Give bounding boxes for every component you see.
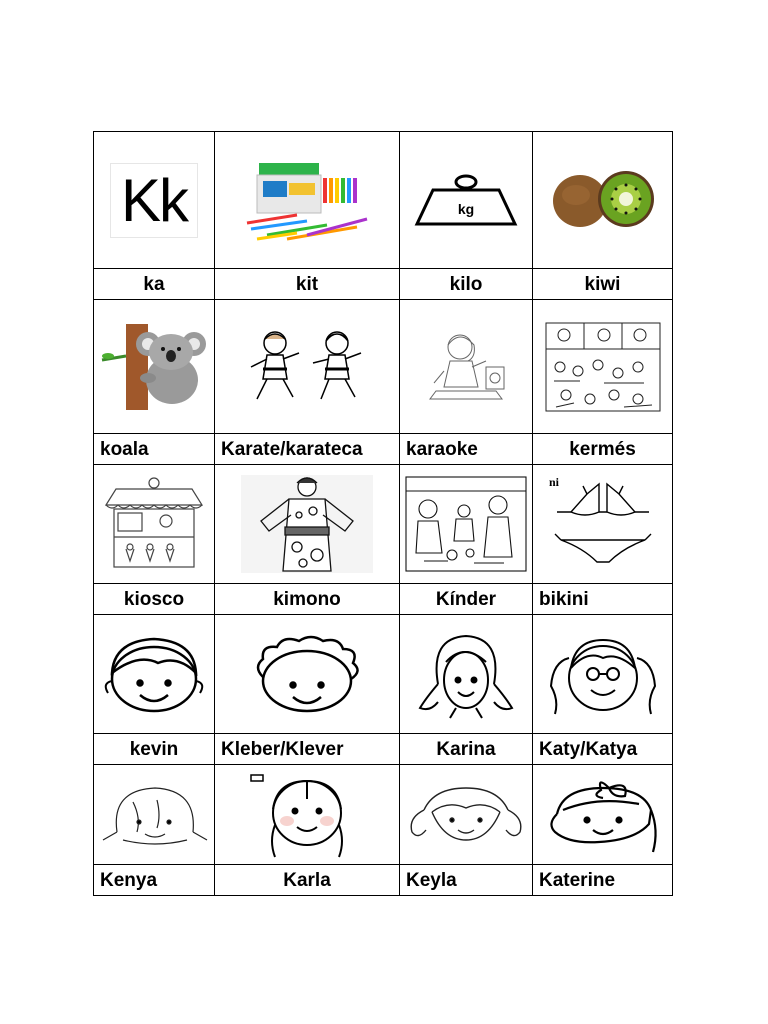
boy-kevin-face [98, 633, 210, 715]
word-label: karaoke [406, 438, 478, 460]
word-label: Karla [283, 869, 331, 891]
kinder-image [404, 475, 528, 573]
label-cell [533, 434, 673, 465]
kilo-weight-label: kg [457, 201, 475, 217]
cell-keyla [400, 765, 533, 865]
cell-karla [215, 765, 400, 865]
label-cell [533, 734, 673, 765]
word-label: Katy/Katya [539, 738, 638, 760]
girl-katerine-face [539, 774, 667, 856]
word-label: Katerine [539, 869, 616, 891]
marker-kit-image [237, 153, 377, 248]
label-cell [94, 734, 215, 765]
label-cell [215, 269, 400, 300]
cell-katerine [533, 765, 673, 865]
cell-bikini [533, 465, 673, 584]
girl-karina-face [416, 628, 516, 720]
cell-katy [533, 615, 673, 734]
word-label: kiosco [123, 588, 185, 610]
girl-keyla-face [404, 782, 528, 848]
cell-kenya [94, 765, 215, 865]
word-label: Kleber/Klever [221, 738, 344, 760]
cell-kit [215, 132, 400, 269]
label-cell [215, 434, 400, 465]
karaoke-image [416, 327, 516, 407]
weight-kilo-image [411, 170, 521, 230]
cell-karaoke [400, 300, 533, 434]
cell-letter [94, 132, 215, 269]
kermes-image [544, 321, 662, 413]
cell-kiosco [94, 465, 215, 584]
label-cell [94, 584, 215, 615]
word-label: bikini [539, 588, 589, 610]
label-cell [400, 734, 533, 765]
word-label: kimono [273, 588, 341, 610]
label-cell [400, 865, 533, 896]
cell-kinder [400, 465, 533, 584]
cell-kimono [215, 465, 400, 584]
kimono-image [241, 475, 373, 573]
word-label: Karate/karateca [221, 438, 363, 460]
label-cell [533, 584, 673, 615]
word-label: kit [295, 273, 319, 295]
girl-katy-face [545, 628, 661, 720]
label-cell [215, 865, 400, 896]
kiosco-image [102, 477, 206, 571]
label-cell [400, 434, 533, 465]
cell-kermes [533, 300, 673, 434]
label-cell [533, 269, 673, 300]
word-label: ka [143, 273, 165, 295]
word-label: Karina [436, 738, 496, 760]
vocabulary-grid [93, 131, 673, 896]
word-label: koala [100, 438, 149, 460]
label-cell [94, 434, 215, 465]
label-cell [533, 865, 673, 896]
boy-kleber-face [245, 633, 369, 715]
girl-karla-face [247, 769, 367, 861]
letter-kk: Kk [110, 163, 198, 238]
bikini-text-fragment: ni [549, 475, 560, 489]
girl-kenya-face [97, 782, 211, 848]
word-label: kilo [449, 273, 483, 295]
word-label: kiwi [584, 273, 621, 295]
cell-koala [94, 300, 215, 434]
koala-image [98, 322, 210, 412]
word-label: Kenya [100, 869, 158, 891]
word-label: Kínder [435, 588, 497, 610]
label-cell [215, 584, 400, 615]
cell-kilo [400, 132, 533, 269]
label-cell [400, 584, 533, 615]
cell-kleber [215, 615, 400, 734]
label-cell [94, 865, 215, 896]
karate-image [237, 327, 377, 407]
cell-karina [400, 615, 533, 734]
cell-karate [215, 300, 400, 434]
kiwi-image [548, 165, 658, 235]
word-label: kevin [129, 738, 179, 760]
label-cell [400, 269, 533, 300]
word-label: Keyla [406, 869, 457, 891]
label-cell [215, 734, 400, 765]
label-cell [94, 269, 215, 300]
cell-kevin [94, 615, 215, 734]
word-label: kermés [569, 438, 636, 460]
cell-kiwi [533, 132, 673, 269]
bikini-image [553, 482, 653, 566]
